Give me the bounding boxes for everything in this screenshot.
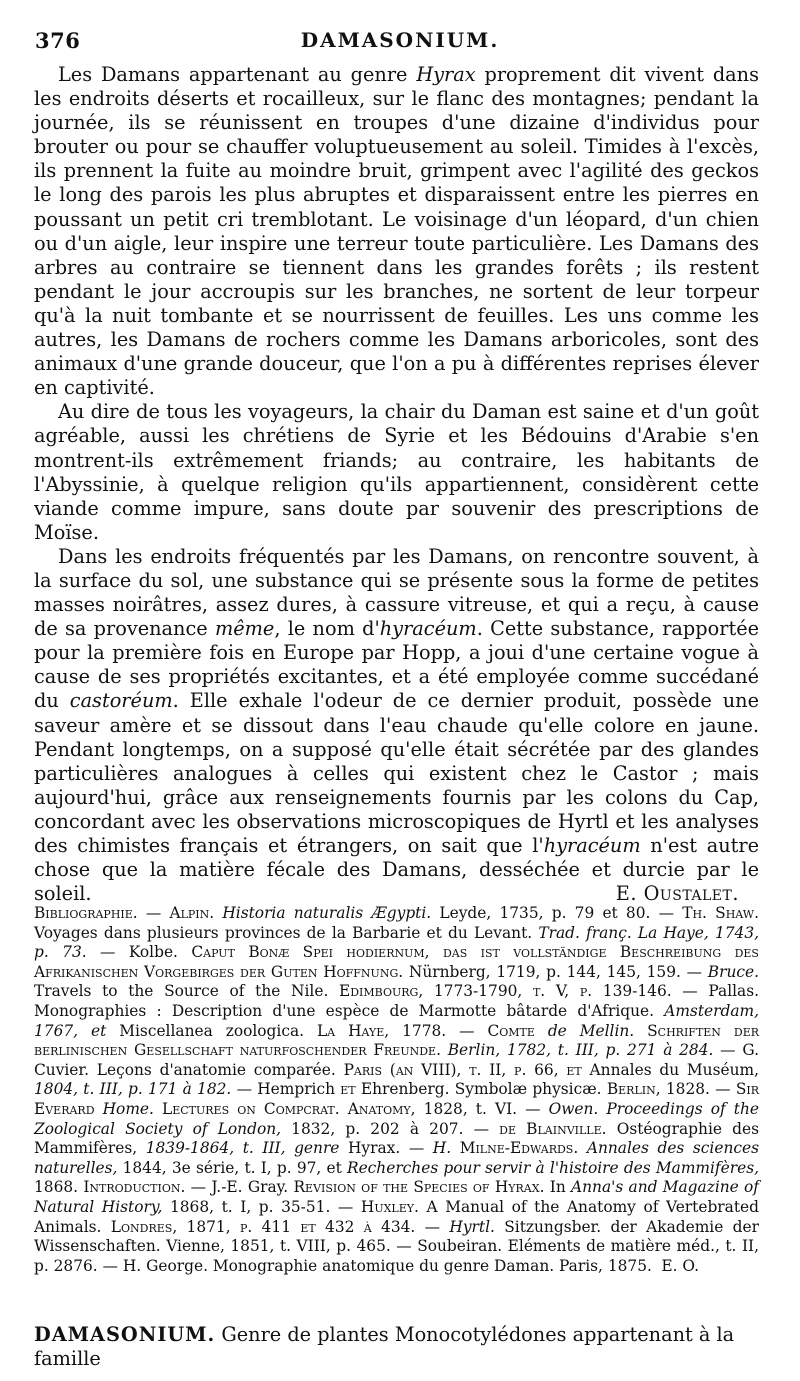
citation-text: t. II, p. 2876. — xyxy=(34,1237,760,1275)
page-header xyxy=(0,28,800,64)
citation-title xyxy=(419,1198,427,1216)
paragraph-1: Les Damans appartenant au genre Hyrax proprement dit vivent dans les endroits déserts et rocailleux, sur le flanc des montagnes; pendant la journée, ils se réunissent en troupes d'une dizaine d'individus pour brouter ou pour se chauffer voluptueusement au soleil. Timides à l'excès, ils prennent la fuite au moindre bruit, grimpent avec l'agilité des geckos le long des parois les plus abruptes et disparaissent entre les pierres en poussant un petit cri tremblotant. Le voisinage d'un léopard, d'un chien ou d'un aigle, leur inspire une terreur toute particulière. Les Damans des arbres au contraire se tiennent dans les grandes forêts ; ils restent pendant le jour accroupis sur les branches, ne sortent de leur torpeur qu'à la nuit tombante et se nourrissent de feuilles. Les uns comme les autres, les Damans de rochers comme les Damans arboricoles, sont des animaux d'une grande douceur, que l'on a pu à différentes reprises élever en captivité. xyxy=(34,63,759,400)
citation-title: Owen. xyxy=(548,1099,599,1118)
citation-author: Edimbourg, 1773-1790, t. V, p. 139-146. — xyxy=(328,982,709,1001)
running-head: DAMASONIUM. xyxy=(300,28,500,52)
citation-text: Leyde, 1735, p. 79 et 80. — xyxy=(431,904,683,922)
citation-title: — H. xyxy=(400,1139,460,1158)
citation-author: Th. Shaw. xyxy=(682,904,759,922)
citation-author: Schriften der berlinischen Gesellschaft naturfoschender Freunde. xyxy=(34,1021,760,1060)
citation-author: Lectures on Compcrat. Anatomy, xyxy=(162,1099,416,1118)
article-body xyxy=(34,63,759,906)
citation-text xyxy=(634,1022,647,1040)
bibliography-signature: E. O. xyxy=(661,1256,699,1275)
entry-text: Genre de plantes Monocotylédones appartenant à la famille xyxy=(34,1323,735,1370)
citation-text: Miscellanea zoologica. xyxy=(119,1021,305,1040)
citation-author: de Blainville. xyxy=(499,1119,607,1138)
citation-text: Annales du Muséum, xyxy=(589,1060,759,1079)
citation-text xyxy=(178,943,191,961)
citation-text: Hyrax. xyxy=(348,1139,401,1158)
citation-text: Gray. xyxy=(247,1178,289,1197)
citation-author: Paris (an VIII), t. II, p. 66, et xyxy=(335,1060,590,1079)
citation-text: Pallas. xyxy=(708,982,760,1001)
citation-author: Alpin. xyxy=(169,904,215,922)
citation-text: Paris, 1875. xyxy=(554,1256,652,1275)
citation-text xyxy=(578,1139,587,1157)
citation-text: Travels to the Source of the Nile. xyxy=(34,982,329,1001)
citation-title: Recherches pour servir à l'histoire des Mammifères, xyxy=(346,1158,759,1177)
citation-text: Ostéographie des Mammifères, xyxy=(34,1119,759,1158)
author-signature: E. Oustalet. xyxy=(615,882,739,906)
bibliography-entries xyxy=(34,904,759,1275)
citation-title: Historia naturalis Ægypti. xyxy=(222,904,432,922)
citation-title: Amsterdam, 1767, et xyxy=(34,1001,759,1040)
citation-title: Annales des sciences naturelles, xyxy=(34,1139,759,1177)
paragraph-3: Dans les endroits fréquentés par les Damans, on rencontre souvent, à la surface du sol, une substance qui se présente sous la forme de petites masses noirâtres, assez dures, à cassure vitreuse, et qui a reçu, à cause de sa provenance même, le nom d'hyracéum. Cette substance, rapportée pour la première fois en Europe par Hopp, a joui d'une certaine vogue à cause de ses propriétés excitantes, et a été employée comme succédané du castoréum. Elle exhale l'odeur de ce dernier produit, possède une saveur amère et se dissout dans l'eau chaude qu'elle colore en jaune. Pendant longtemps, on a supposé qu'elle était sécrétée par des glandes particulières analogues à celles qui existent chez le Castor ; mais aujourd'hui, grâce aux renseignements fournis par les colons du Cap, concordant avec les observations microscopiques de Hyrtl et les analyses des chimistes français et étrangers, on sait que l'hyracéum n'est autre chose que la matière fécale des Damans, desséchée et durcie par le soleil. E. Oustalet. xyxy=(34,544,760,906)
citation-author: 1868. Introduction. — J.-E. xyxy=(34,1178,248,1197)
citation-author: Londres, 1871, p. 411 et 432 à 434. — xyxy=(101,1217,450,1236)
citation-author: et xyxy=(335,1080,361,1099)
paragraph-2: Au dire de tous les voyageurs, la chair du Daman est saine et d'un goût agréable, aussi les chrétiens de Syrie et les Bédouins d'Arabie s'en montrent-ils extrêmement friands; au contraire, les habitants de l'Abyssinie, à quelque religion qu'ils appartiennent, considèrent cette viande comme impure, sans doute par souvenir des prescriptions de Moïse. xyxy=(34,400,759,544)
citation-text: Soubeiran. xyxy=(417,1237,503,1256)
citation-text: Kolbe. xyxy=(128,943,178,962)
citation-text: G. Cuvier. xyxy=(34,1041,759,1079)
page-number: 376 xyxy=(35,28,81,53)
citation-text: In xyxy=(544,1178,572,1197)
citation-title: Berlin, 1782, t. III, p. 271 à 284. — xyxy=(440,1041,743,1060)
citation-text: Nürnberg, 1719, p. 144, 145, 159. — xyxy=(403,962,708,981)
bibliography xyxy=(34,904,759,1276)
citation-text: Sitzungsber. der Akademie der Wissenschaften. xyxy=(34,1217,759,1256)
citation-author: Caput Bonæ Spei hodiernum, das ist vollständige Beschreibung des Afrikanischen Vorgebirges der Guten Hoffnung. xyxy=(34,943,759,981)
citation-text: Ehrenberg. xyxy=(360,1080,450,1099)
citation-text: Voyages dans plusieurs provinces de la Barbarie et du Levant. xyxy=(34,923,533,942)
next-entry xyxy=(34,1323,759,1371)
citation-text: Eléments de matière méd., xyxy=(507,1237,720,1256)
citation-title: de Mellin. xyxy=(547,1021,635,1040)
citation-text: Monographie anatomique du genre Daman. xyxy=(212,1256,555,1275)
citation-title: 1804, t. III, p. 171 à 182. — xyxy=(34,1080,258,1099)
citation-title: Proceedings of the Zoological Society of London, xyxy=(34,1099,759,1138)
citation-text: Vienne, 1851, t. VIII, p. 465. — xyxy=(160,1237,418,1256)
citation-author: Berlin, 1828. — Sir Everard xyxy=(34,1080,759,1118)
citation-text: 1832, p. 202 à 207. — xyxy=(281,1119,500,1138)
genus-name: Hyrax xyxy=(416,63,476,86)
citation-author: Revision of the Species of Hyrax. xyxy=(293,1178,545,1197)
citation-title: Anna's and Magazine of Natural History, xyxy=(34,1178,759,1216)
citation-text: Hemprich xyxy=(257,1080,336,1099)
citation-title: Hyrtl. xyxy=(449,1217,495,1236)
citation-text: 1868, t. I, p. 35-51. — xyxy=(162,1197,361,1216)
citation-text: 1828, t. VI. — xyxy=(415,1099,549,1118)
citation-title: Bruce. xyxy=(707,962,759,981)
citation-title xyxy=(89,1061,97,1079)
citation-author: La Haye, 1778. — Comte xyxy=(304,1021,548,1040)
citation-text: — xyxy=(137,904,170,922)
citation-title: 1839-1864, t. III, genre xyxy=(137,1139,348,1158)
citation-text: Symbolæ physicæ. xyxy=(454,1080,602,1099)
citation-text xyxy=(154,1100,162,1118)
citation-text: Monographies : Description d'une espèce de Marmotte bâtarde d'Afrique. xyxy=(34,1001,655,1020)
entry-headword: DAMASONIUM. xyxy=(34,1323,216,1346)
citation-title xyxy=(607,1120,617,1138)
citation-text xyxy=(495,1218,504,1236)
citation-author: Milne-Edwards. xyxy=(459,1139,579,1158)
bibliography-label: Bibliographie. xyxy=(34,904,138,922)
citation-author: Huxley. xyxy=(360,1197,419,1216)
citation-text: 1844, 3e série, t. I, p. 97, et xyxy=(117,1158,347,1177)
citation-title: Home. xyxy=(102,1099,154,1118)
citation-text: Leçons d'anatomie comparée. xyxy=(96,1060,336,1079)
citation-text: H. George. xyxy=(122,1256,208,1275)
citation-text: A Manual of the Anatomy of Vertebrated Animals. xyxy=(34,1197,759,1236)
citation-title: Trad. franç. La Haye, 1743, p. 73. — xyxy=(34,923,760,962)
